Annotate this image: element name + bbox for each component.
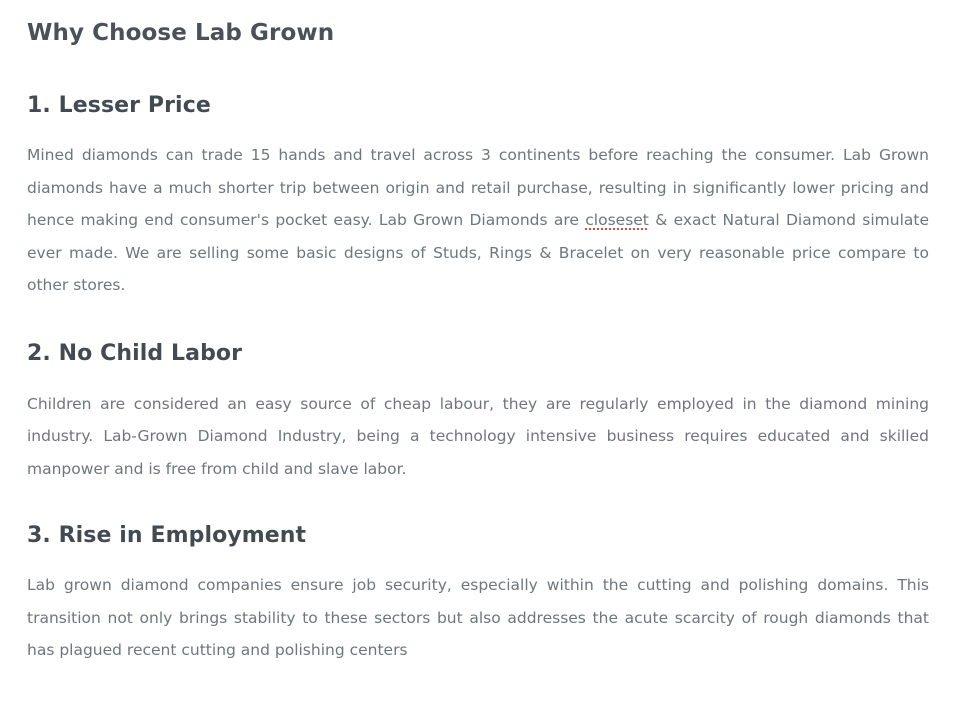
spelling-error-word[interactable]: closeset (585, 211, 649, 229)
section-no-child-labor (27, 302, 929, 486)
section-body-lesser-price (27, 118, 929, 302)
section-body-rise-in-employment: Lab grown diamond companies ensure job security, especially within the cutting and polishing domains. This transition not only brings stability to these sectors but also addresses the acute scarcity of rough diamonds that has plagued recent cutting and polishing centers (27, 576, 929, 659)
paragraph-text-part-2: & exact Natural Diamond simulate ever made. We are selling some basic designs of Studs, Rings & Bracelet on very reasonable price compare to other stores. (27, 211, 929, 294)
page-title: Why Choose Lab Grown (27, 20, 335, 46)
section-heading-no-child-labor: 2. No Child Labor (27, 340, 243, 366)
section-lesser-price (27, 46, 929, 302)
section-heading-lesser-price: 1. Lesser Price (27, 93, 211, 118)
section-rise-in-employment (27, 485, 929, 667)
paragraph-text-part-1: Mined diamonds can trade 15 hands and travel across 3 continents before reaching the consumer. Lab Grown diamonds have a much shorter trip between origin and retail purchase, resulting in significantly lower pricing and hence making end consumer's pocket easy. Lab Grown Diamonds are (27, 146, 929, 229)
section-heading-rise-in-employment: 3. Rise in Employment (27, 523, 307, 548)
section-body-no-child-labor: Children are considered an easy source of cheap labour, they are regularly employed in the diamond mining industry. Lab-Grown Diamond Industry, being a technology intensive business requires educated and skilled manpower and is free from child and slave labor. (27, 394, 929, 478)
